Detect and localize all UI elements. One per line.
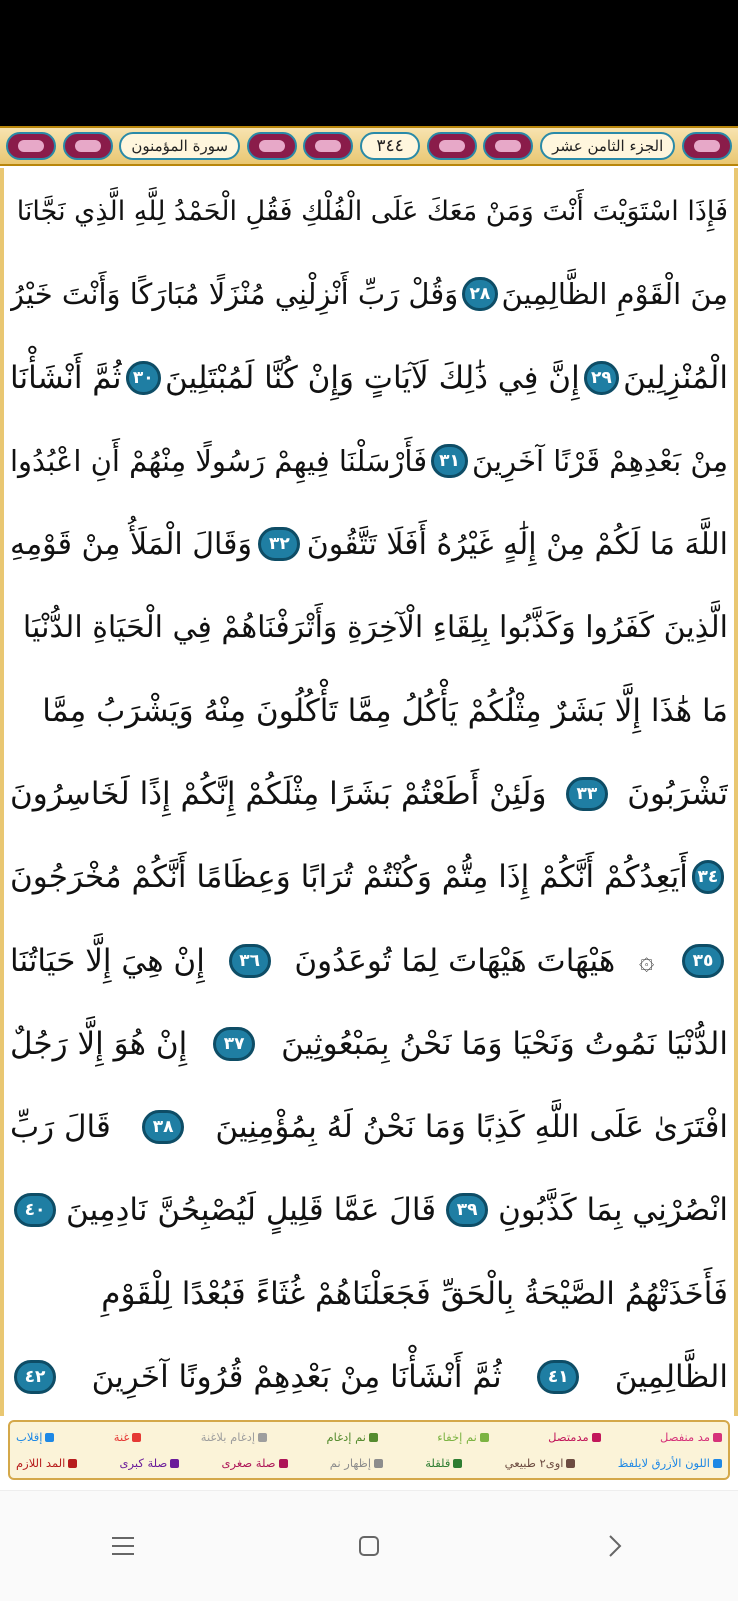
verse-text: افْتَرَىٰ عَلَى اللَّهِ كَذِبًا وَمَا نَحْنُ لَهُ بِمُؤْمِنِينَ [215,1109,728,1146]
verse-text: مِنْ بَعْدِهِمْ قَرْنًا آخَرِينَ [471,443,728,478]
legend-label: صلة صغرى [221,1456,276,1470]
verse-text: قَالَ رَبِّ [10,1109,111,1146]
hizb-star-icon: ۞ [638,945,655,976]
ayah-number-marker[interactable]: ٣٦ [229,944,271,978]
ayah-number-marker[interactable]: ٣٢ [258,527,300,561]
legend-row [16,1430,722,1444]
legend-color-swatch [45,1433,54,1442]
verse-line[interactable] [10,509,728,579]
verse-line[interactable] [10,926,728,996]
legend-item [326,1430,377,1444]
verse-line[interactable] [10,343,728,413]
verse-line[interactable] [10,759,728,829]
ayah-number-marker[interactable]: ٣٧ [213,1027,255,1061]
verse-text: قَالَ عَمَّا قَلِيلٍ لَيُصْبِحُنَّ نَادِمِينَ [66,1192,437,1229]
verse-text: فَأَخَذَتْهُمُ الصَّيْحَةُ بِالْحَقِّ فَجَعَلْنَاهُمْ غُثَاءً فَبُعْدًا لِلْقَوْمِ [101,1275,728,1312]
ayah-number-marker[interactable]: ٣١ [431,444,468,478]
legend-color-swatch [369,1433,378,1442]
menu-button[interactable] [93,1516,153,1576]
legend-item [16,1456,77,1470]
ayah-number-marker[interactable]: ٤٢ [14,1360,56,1394]
verse-text: الظَّالِمِينَ [614,1358,728,1395]
verse-text: مِنَ الْقَوْمِ الظَّالِمِينَ [501,277,728,312]
system-nav-bar [0,1490,738,1601]
header-ornament-icon [483,132,533,160]
header-ornament-icon [247,132,297,160]
verse-text: الدُّنْيَا نَمُوتُ وَنَحْيَا وَمَا نَحْنُ بِمَبْعُوثِينَ [281,1025,728,1062]
verse-line[interactable] [10,1342,728,1412]
header-ornament-icon [427,132,477,160]
verse-text: وَلَئِنْ أَطَعْتُمْ بَشَرًا مِثْلَكُمْ إِنَّكُمْ إِذًا لَخَاسِرُونَ [10,775,547,812]
legend-label: مدمتصل [548,1430,589,1444]
page-number: ٣٤٤ [360,132,420,160]
legend-color-swatch [480,1433,489,1442]
verse-line[interactable] [10,176,728,246]
ayah-number-marker[interactable]: ٣٨ [142,1110,184,1144]
legend-color-swatch [453,1459,462,1468]
back-button[interactable] [585,1516,645,1576]
legend-item [505,1456,576,1470]
home-button[interactable] [339,1516,399,1576]
status-bar [0,0,738,126]
ayah-number-marker[interactable]: ٣٥ [682,944,724,978]
quran-page-text[interactable] [10,176,728,1412]
legend-item [221,1456,287,1470]
legend-item [114,1430,142,1444]
legend-label: اوى٢ طبيعي [504,1456,564,1470]
verse-text: ثُمَّ أَنْشَأْنَا [10,359,122,396]
page-header [0,126,738,166]
legend-item [660,1430,722,1444]
legend-color-swatch [258,1433,267,1442]
header-ornament-icon [303,132,353,160]
header-ornament-icon [6,132,56,160]
verse-text: إِنْ هِيَ إِلَّا حَيَاتُنَا [10,942,205,979]
tajweed-legend [8,1420,730,1480]
legend-label: صلة كبرى [119,1456,168,1470]
legend-label: المد اللازم [16,1456,66,1470]
legend-label: إدغام بلاغنة [200,1430,256,1444]
verse-line[interactable] [10,1092,728,1162]
verse-line[interactable] [10,1175,728,1245]
ayah-number-marker[interactable]: ٣٤ [692,860,724,894]
verse-line[interactable] [10,592,728,662]
header-ornament-icon [63,132,113,160]
back-chevron-icon [605,1533,625,1559]
legend-label: قلقلة [425,1456,451,1470]
verse-text: وَقَالَ الْمَلَأُ مِنْ قَوْمِهِ [10,526,253,562]
verse-text: انْصُرْنِي بِمَا كَذَّبُونِ [498,1192,728,1229]
menu-icon [110,1535,136,1557]
legend-label: غنة [113,1430,130,1444]
verse-text: الَّذِينَ كَفَرُوا وَكَذَّبُوا بِلِقَاءِ الْآخِرَةِ وَأَتْرَفْنَاهُمْ فِي الْحَيَاةِ الدُّنْيَا [22,609,728,645]
ayah-number-marker[interactable]: ٤٠ [14,1193,56,1227]
ayah-number-marker[interactable]: ٢٩ [584,361,619,395]
verse-text: فَإِذَا اسْتَوَيْتَ أَنْتَ وَمَنْ مَعَكَ عَلَى الْفُلْكِ فَقُلِ الْحَمْدُ لِلَّهِ الَّذِي نَجَّانَا [16,195,728,227]
ayah-number-marker[interactable]: ٣٣ [566,777,608,811]
verse-text: أَيَعِدُكُمْ أَنَّكُمْ إِذَا مِتُّمْ وَكُنْتُمْ تُرَابًا وَعِظَامًا أَنَّكُمْ مُخْرَجُونَ [10,859,688,896]
verse-line[interactable] [10,842,728,912]
verse-text: إِنْ هُوَ إِلَّا رَجُلٌ [10,1025,188,1062]
ayah-number-marker[interactable]: ٣٩ [446,1193,488,1227]
legend-item [120,1456,180,1470]
legend-label: إظهار نم [329,1456,372,1470]
legend-row [16,1456,722,1470]
legend-item [330,1456,383,1470]
verse-text: تَشْرَبُونَ [627,775,728,812]
ayah-number-marker[interactable]: ٢٨ [462,277,497,311]
legend-item [16,1430,54,1444]
header-ornament-icon [682,132,732,160]
legend-item [548,1430,601,1444]
verse-line[interactable] [10,259,728,329]
legend-color-swatch [68,1459,77,1468]
verse-text: الْمُنْزِلِينَ [623,359,728,396]
home-icon [357,1534,381,1558]
surah-name: سورة المؤمنون [119,132,240,160]
ayah-number-marker[interactable]: ٣٠ [126,361,161,395]
legend-label: اللون الأزرق لايلفظ [617,1456,710,1470]
legend-color-swatch [132,1433,141,1442]
legend-color-swatch [713,1433,722,1442]
verse-line[interactable] [10,1009,728,1079]
legend-item [425,1456,462,1470]
verse-text: هَيْهَاتَ هَيْهَاتَ لِمَا تُوعَدُونَ [294,942,616,979]
legend-color-swatch [566,1459,575,1468]
legend-label: نم إدغام [326,1430,366,1444]
verse-text: اللَّهَ مَا لَكُمْ مِنْ إِلَٰهٍ غَيْرُهُ أَفَلَا تَتَّقُونَ [306,526,728,562]
legend-color-swatch [374,1459,383,1468]
ayah-number-marker[interactable]: ٤١ [537,1360,579,1394]
legend-color-swatch [592,1433,601,1442]
legend-label: مد منفصل [660,1430,710,1444]
verse-text: مَا هَٰذَا إِلَّا بَشَرٌ مِثْلُكُمْ يَأْكُلُ مِمَّا تَأْكُلُونَ مِنْهُ وَيَشْرَبُ مِمَّا [42,692,728,729]
legend-color-swatch [279,1459,288,1468]
verse-text: إِنَّ فِي ذَٰلِكَ لَآيَاتٍ وَإِنْ كُنَّا لَمُبْتَلِينَ [165,359,580,396]
legend-item [437,1430,489,1444]
legend-label: نم إخفاء [437,1430,477,1444]
verse-line[interactable] [10,426,728,496]
legend-item [201,1430,267,1444]
verse-line[interactable] [10,1259,728,1329]
juz-name: الجزء الثامن عشر [540,132,675,160]
legend-item [618,1456,722,1470]
verse-line[interactable] [10,676,728,746]
legend-label: إقلاب [16,1430,43,1444]
legend-color-swatch [713,1459,722,1468]
verse-text: وَقُلْ رَبِّ أَنْزِلْنِي مُنْزَلًا مُبَارَكًا وَأَنْتَ خَيْرُ [10,277,459,312]
verse-text: ثُمَّ أَنْشَأْنَا مِنْ بَعْدِهِمْ قُرُونًا آخَرِينَ [91,1358,502,1395]
legend-color-swatch [170,1459,179,1468]
verse-text: فَأَرْسَلْنَا فِيهِمْ رَسُولًا مِنْهُمْ أَنِ اعْبُدُوا [10,443,428,478]
